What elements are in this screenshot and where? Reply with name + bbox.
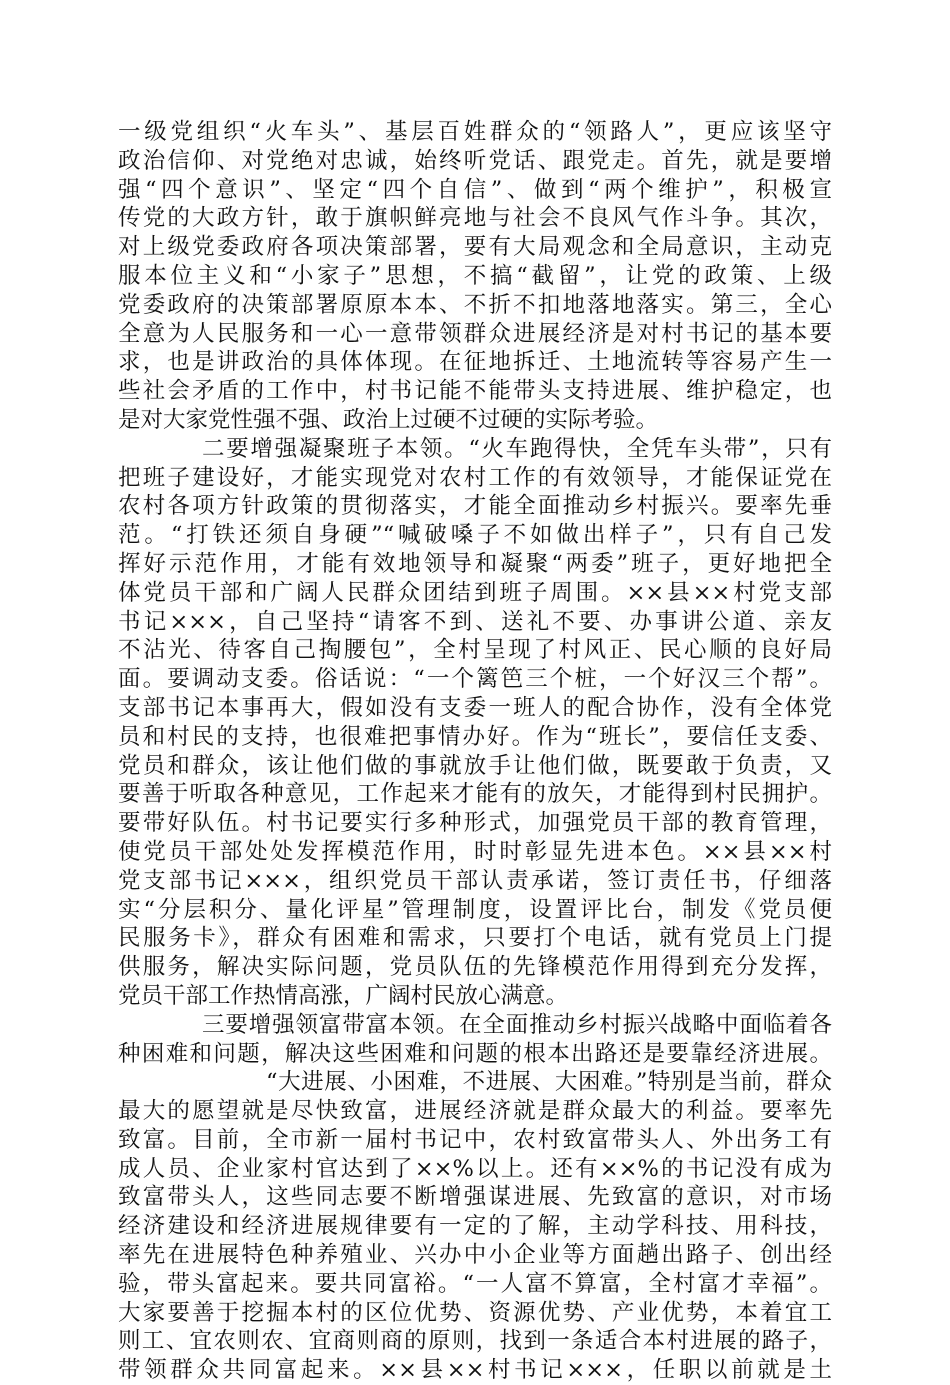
- text-line: 把班子建设好，才能实现党对农村工作的有效领导，才能保证党在: [118, 464, 832, 491]
- text-line: 则工、宜农则农、宜商则商的原则，找到一条适合本村进展的路子，: [118, 1328, 832, 1355]
- document-page: [118, 118, 832, 1385]
- text-line: 党员干部工作热情高涨，广阔村民放心满意。: [118, 982, 569, 1009]
- text-line: 员和村民的支持，也很难把事情办好。作为“班长”，要信任支委、: [118, 723, 832, 750]
- text-line: 使党员干部处处发挥模范作用，时时彰显先进本色。××县××村: [118, 838, 832, 865]
- text-line: 政治信仰、对党绝对忠诚，始终听党话、跟党走。首先，就是要增: [118, 147, 832, 174]
- text-line: 书记×××，自己坚持“请客不到、送礼不要、办事讲公道、亲友: [118, 608, 832, 635]
- text-line: 种困难和问题，解决这些困难和问题的根本出路还是要靠经济进展。: [118, 1040, 832, 1067]
- text-line: 大家要善于挖掘本村的区位优势、资源优势、产业优势，本着宜工: [118, 1299, 832, 1326]
- text-line: 农村各项方针政策的贯彻落实，才能全面推动乡村振兴。要率先垂: [118, 493, 832, 520]
- text-line: 党员和群众，该让他们做的事就放手让他们做，既要敢于负责，又: [118, 752, 832, 779]
- text-line: 全意为人民服务和一心一意带领群众进展经济是对村书记的基本要: [118, 320, 832, 347]
- text-line: 不沾光、待客自己掏腰包”，全村呈现了村风正、民心顺的良好局: [118, 637, 832, 664]
- text-line: 范。“打铁还须自身硬”“喊破嗓子不如做出样子”，只有自己发: [118, 522, 832, 549]
- text-line: 要带好队伍。村书记要实行多种形式，加强党员干部的教育管理，: [118, 810, 832, 837]
- text-line: 经济建设和经济进展规律要有一定的了解，主动学科技、用科技，: [118, 1213, 832, 1240]
- text-line: 面。要调动支委。俗话说：“一个篱笆三个桩，一个好汉三个帮”。: [118, 666, 832, 693]
- text-line: 党委政府的决策部署原原本本、不折不扣地落地落实。第三，全心: [118, 291, 832, 318]
- text-line: 民服务卡》，群众有困难和需求，只要打个电话，就有党员上门提: [118, 925, 832, 952]
- text-line: 体党员干部和广阔人民群众团结到班子周围。××县××村党支部: [118, 579, 832, 606]
- text-line: 供服务，解决实际问题，党员队伍的先锋模范作用得到充分发挥，: [118, 954, 832, 981]
- text-line: 致富带头人，这些同志要不断增强谋进展、先致富的意识，对市场: [118, 1184, 832, 1211]
- text-line: 传党的大政方针，敢于旗帜鲜亮地与社会不良风气作斗争。其次，: [118, 205, 832, 232]
- text-line: 对上级党委政府各项决策部署，要有大局观念和全局意识，主动克: [118, 234, 832, 261]
- paragraph-start-line: 三要增强领富带富本领。在全面推动乡村振兴战略中面临着各: [202, 1011, 832, 1038]
- text-line: 最大的愿望就是尽快致富，进展经济就是群众最大的利益。要率先: [118, 1098, 832, 1125]
- text-line: 带领群众共同富起来。××县××村书记×××，任职以前就是土: [118, 1357, 832, 1384]
- text-line: 一级党组织“火车头”、基层百姓群众的“领路人”，更应该坚守: [118, 119, 832, 145]
- text-line: 是对大家党性强不强、政治上过硬不过硬的实际考验。: [118, 406, 659, 433]
- text-line: 挥好示范作用，才能有效地领导和凝聚“两委”班子，更好地把全: [118, 550, 832, 577]
- quote-line: “大进展、小困难，不进展、大困难。”特别是当前，群众: [266, 1069, 832, 1096]
- text-line: 服本位主义和“小家子”思想，不搞“截留”，让党的政策、上级: [118, 262, 832, 289]
- text-line: 实“分层积分、量化评星”管理制度，设置评比台，制发《党员便: [118, 896, 832, 923]
- text-line: 验，带头富起来。要共同富裕。“一人富不算富，全村富才幸福”。: [118, 1270, 832, 1297]
- text-line: 党支部书记×××，组织党员干部认责承诺，签订责任书，仔细落: [118, 867, 832, 894]
- text-line: 支部书记本事再大，假如没有支委一班人的配合协作，没有全体党: [118, 694, 832, 721]
- text-line: 要善于听取各种意见，工作起来才能有的放矢，才能得到村民拥护。: [118, 781, 832, 808]
- text-line: 率先在进展特色种养殖业、兴办中小企业等方面趟出路子、创出经: [118, 1242, 832, 1269]
- text-line: 致富。目前，全市新一届村书记中，农村致富带头人、外出务工有: [118, 1126, 832, 1153]
- text-line: 成人员、企业家村官达到了××%以上。还有××%的书记没有成为: [118, 1155, 832, 1182]
- text-line: 强“四个意识”、坚定“四个自信”、做到“两个维护”，积极宣: [118, 176, 832, 203]
- text-line: 些社会矛盾的工作中，村书记能不能带头支持进展、维护稳定，也: [118, 378, 832, 405]
- paragraph-start-line: 二要增强凝聚班子本领。“火车跑得快，全凭车头带”，只有: [202, 435, 832, 462]
- text-line: 求，也是讲政治的具体体现。在征地拆迁、土地流转等容易产生一: [118, 349, 832, 376]
